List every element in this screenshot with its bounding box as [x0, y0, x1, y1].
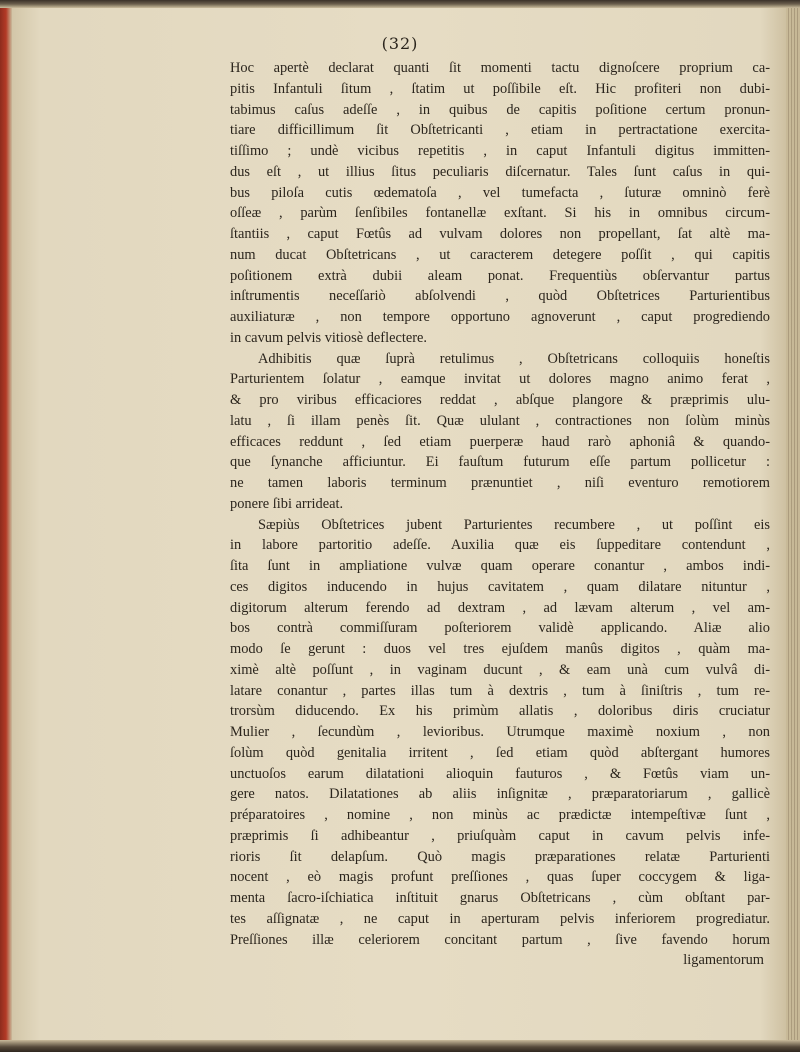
text-line: que ſynanche afficiuntur. Ei fauſtum futurum eſſe partum pollicetur : [230, 454, 770, 471]
text-line: latare conantur , partes illas tum à dextris , tum à ſiniſtris , tum re- [230, 682, 770, 699]
text-line: inſtrumentis neceſſariò abſolvendi , quòd Obſtetrices Parturientibus [230, 288, 770, 305]
body-text [230, 58, 770, 971]
text-line: gere natos. Dilatationes ab aliis inſignitæ , præparatoriarum , gallicè [230, 786, 770, 803]
text-line: auxiliaturæ , non tempore opportuno agnoverunt , caput progrediendo [230, 309, 770, 325]
scan-bottom-edge [0, 1040, 800, 1052]
text-line: rioris ſit delapſum. Quò magis præparationes relatæ Parturienti [230, 848, 770, 865]
text-line: ponere ſibi arrideat. [230, 495, 344, 512]
text-line: Parturientem ſolatur , eamque invitat ut dolores magno animo ferat , [230, 371, 770, 388]
text-line: bus piloſa cutis œdematoſa , vel tumefacta , ſuturæ omninò ferè [230, 184, 770, 201]
text-line: tiare difficillimum ſit Obſtetricanti , etiam in pertractatione exercita- [230, 122, 770, 139]
text-line: tabimus caſus adeſſe , in quibus de capitis poſitione certum pronun- [230, 101, 770, 118]
text-line: dus eſt , ut illius ſitus peculiaris diſcernatur. Tales ſunt caſus in qui- [230, 163, 770, 180]
text-line: in labore partoritio adeſſe. Auxilia quæ eis ſuppeditare contendunt , [230, 537, 770, 554]
catchword: ligamentorum [683, 952, 764, 969]
text-line: trorsùm diducendo. Ex his primùm allatis , doloribus diris cruciatur [230, 703, 770, 720]
text-line: menta ſacro-iſchiatica inſtituit gnarus Obſtetricans , cùm obſtant par- [230, 890, 770, 906]
text-line: ximè altè poſſunt , in vaginam ducunt , & eam unà cum vulvâ di- [230, 661, 770, 678]
text-line: præprimis ſi adhibeantur , priuſquàm caput in cavum pelvis infe- [230, 827, 770, 844]
text-line: poſitionem extrà dubii aleam ponat. Frequentiùs obſervantur partus [230, 267, 770, 284]
text-line: préparatoires , nomine , non minùs ac prædictæ intempeſtivæ ſunt , [230, 807, 770, 823]
text-line: ſtantiis , caput Fœtûs ad vulvam dolores non propellant, ſat altè ma- [230, 226, 770, 242]
text-line: in cavum pelvis vitiosè deflectere. [230, 329, 427, 346]
text-line: ſolùm quòd genitalia irritent , ſed etiam quòd abſtergant humores [230, 744, 770, 761]
text-line: Preſſiones illæ celeriorem concitant partum , ſive favendo horum [230, 931, 770, 948]
text-line: Hoc apertè declarat quanti ſit momenti tactu dignoſcere proprium ca- [230, 60, 770, 76]
text-line: modo ſe gerunt : duos vel tres ejuſdem manûs digitos , quàm ma- [230, 641, 770, 657]
page-number: (32) [381, 34, 419, 53]
book-binding-left [0, 0, 12, 1052]
text-line: ſita ſunt in ampliatione vulvæ quam operare conantur , ambos indi- [230, 558, 770, 574]
text-line: ne tamen laboris terminum prænuntiet , niſi eventuro remotiorem [230, 475, 770, 491]
text-line: tiſſimo ; undè vicibus repetitis , in caput Infantuli digitus immitten- [230, 143, 770, 159]
text-line: Mulier , ſecundùm , levioribus. Utrumque maximè noxium , non [230, 724, 770, 740]
text-line: oſſeæ , parùm ſenſibiles fontanellæ exſtant. Si his in omnibus circum- [230, 205, 770, 222]
text-line: Adhibitis quæ ſuprà retulimus , Obſtetricans colloquiis honeſtis [258, 350, 770, 367]
text-line: latu , ſi illam penès ſit. Quæ ululant , contractiones non ſolùm minùs [230, 412, 770, 429]
page-edges-right [786, 0, 800, 1052]
text-line: & pro viribus efficaciores reddat , abſque plangore & præprimis ulu- [230, 392, 770, 408]
text-line: efficaces reddunt , ſed etiam puerperæ haud rarò aphoniâ & quando- [230, 433, 770, 450]
text-line: tes aſſignatæ , ne caput in aperturam pelvis inferiorem progrediatur. [230, 910, 770, 927]
text-line: Sæpiùs Obſtetrices jubent Parturientes recumbere , ut poſſint eis [258, 516, 770, 533]
text-line: bos contrà commiſſuram poſteriorem validè applicando. Aliæ alio [230, 620, 770, 637]
text-line: digitorum alterum ferendo ad dextram , ad lævam alterum , vel am- [230, 599, 770, 616]
text-line: pitis Infantuli ſitum , ſtatim ut poſſibile eſt. Hic profiteri non dubi- [230, 80, 770, 97]
text-line: unctuoſos earum dilatationi alioquin fauturos , & Fœtûs viam un- [230, 765, 770, 782]
text-line: ces digitos inducendo in hujus cavitatem , quam dilatare nituntur , [230, 578, 770, 595]
text-line: nocent , eò magis profunt preſſiones , quas ſuper coccygem & liga- [230, 869, 770, 886]
text-line: num ducat Obſtetricans , ut caracterem detegere poſſit , qui capitis [230, 246, 770, 263]
scan-top-edge [0, 0, 800, 8]
